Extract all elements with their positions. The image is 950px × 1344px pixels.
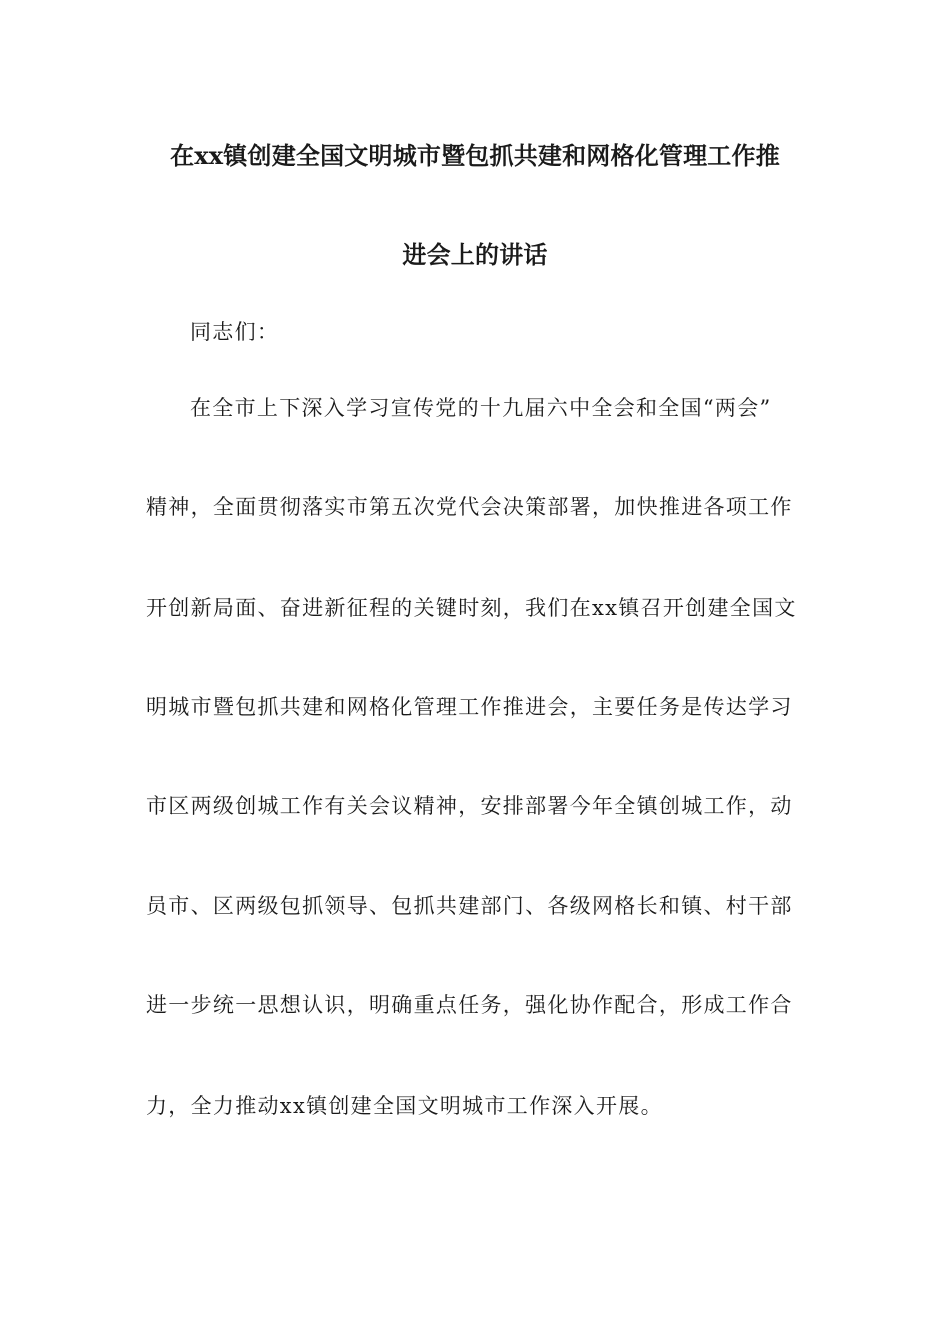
paragraph-line-1: 在全市上下深入学习宣传党的十九届六中全会和全国“两会” xyxy=(190,396,772,420)
paragraph-line-3: 开创新局面、奋进新征程的关键时刻，我们在xx镇召开创建全国文 xyxy=(146,596,797,620)
paragraph-line-2: 精神，全面贯彻落实市第五次党代会决策部署，加快推进各项工作 xyxy=(146,495,793,519)
paragraph-line-4: 明城市暨包抓共建和网格化管理工作推进会，主要任务是传达学习 xyxy=(146,695,793,719)
salutation: 同志们： xyxy=(190,320,280,344)
paragraph-line-7: 进一步统一思想认识，明确重点任务，强化协作配合，形成工作合 xyxy=(146,993,793,1017)
document-title-line-1: 在xx镇创建全国文明城市暨包抓共建和网格化管理工作推 xyxy=(170,141,780,170)
document-title-line-2: 进会上的讲话 xyxy=(402,240,548,269)
paragraph-line-8: 力，全力推动xx镇创建全国文明城市工作深入开展。 xyxy=(146,1094,663,1118)
paragraph-line-5: 市区两级创城工作有关会议精神，安排部署今年全镇创城工作，动 xyxy=(146,794,793,818)
paragraph-line-6: 员市、区两级包抓领导、包抓共建部门、各级网格长和镇、村干部 xyxy=(146,894,793,918)
